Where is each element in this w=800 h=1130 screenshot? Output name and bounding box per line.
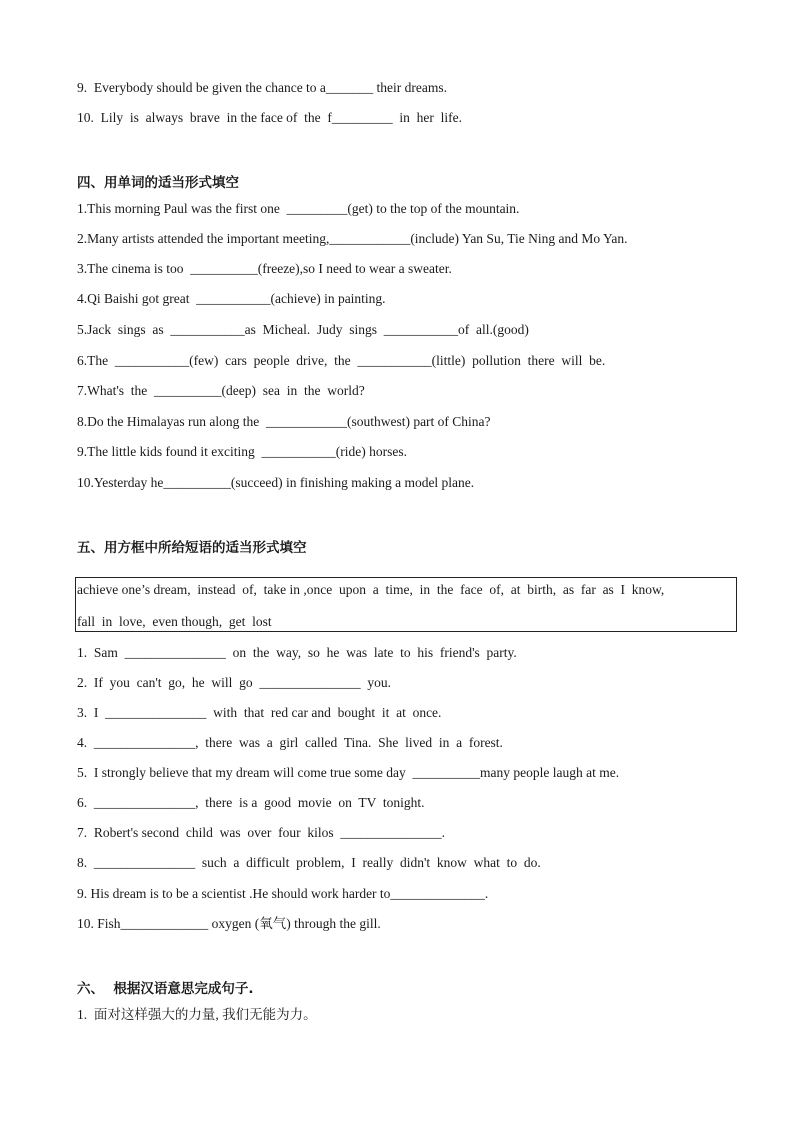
exercise-item: 9.The little kids found it exciting ___________(ride) horses. xyxy=(77,444,407,459)
exercise-item: 2.Many artists attended the important meeting,____________(include) Yan Su, Tie Ning and Mo Yan. xyxy=(77,231,628,246)
exercise-item: 7.What's the __________(deep) sea in the world? xyxy=(77,383,365,398)
exercise-item: 10.Yesterday he__________(succeed) in finishing making a model plane. xyxy=(77,475,475,490)
section-heading: 六、 根据汉语意思完成句子. xyxy=(77,981,254,997)
exercise-item: 4.Qi Baishi got great ___________(achieve) in painting. xyxy=(77,291,386,306)
exercise-item: 3.The cinema is too __________(freeze),so I need to wear a sweater. xyxy=(77,261,452,276)
exercise-item: 8. _______________ such a difficult problem, I really didn't know what to do. xyxy=(77,855,541,870)
phrase-box-line: fall in love, even though, get lost xyxy=(77,614,272,629)
exercise-item: 1. 面对这样强大的力量, 我们无能为力。 xyxy=(77,1007,317,1022)
exercise-item: 6. _______________, there is a good movie on TV tonight. xyxy=(77,795,425,810)
exercise-item: 9. Everybody should be given the chance to a_______ their dreams. xyxy=(77,80,448,95)
exercise-item: 5.Jack sings as ___________as Micheal. Judy sings ___________of all.(good) xyxy=(77,322,529,337)
exercise-item: 10. Lily is always brave in the face of the f_________ in her life. xyxy=(77,110,463,125)
exercise-item: 4. _______________, there was a girl called Tina. She lived in a forest. xyxy=(77,735,503,750)
phrase-box xyxy=(75,577,737,632)
exercise-item: 9. His dream is to be a scientist .He should work harder to______________. xyxy=(77,886,489,901)
exercise-item: 2. If you can't go, he will go _______________ you. xyxy=(77,675,392,690)
exercise-item: 1. Sam _______________ on the way, so he was late to his friend's party. xyxy=(77,645,517,660)
section-heading: 五、用方框中所给短语的适当形式填空 xyxy=(77,540,307,556)
exercise-item: 8.Do the Himalayas run along the ____________(southwest) part of China? xyxy=(77,414,491,429)
exercise-item: 7. Robert's second child was over four kilos _______________. xyxy=(77,825,446,840)
section-heading: 四、用单词的适当形式填空 xyxy=(77,175,239,191)
exercise-item: 5. I strongly believe that my dream will come true some day __________many people laugh at me. xyxy=(77,765,620,780)
phrase-box-line: achieve one’s dream, instead of, take in ,once upon a time, in the face of, at birth, as far as I know, xyxy=(77,582,665,597)
exercise-item: 6.The ___________(few) cars people drive, the ___________(little) pollution there will be. xyxy=(77,353,606,368)
exercise-item: 3. I _______________ with that red car and bought it at once. xyxy=(77,705,442,720)
exercise-item: 1.This morning Paul was the first one _________(get) to the top of the mountain. xyxy=(77,201,520,216)
exercise-item: 10. Fish_____________ oxygen (氧气) through the gill. xyxy=(77,916,381,931)
